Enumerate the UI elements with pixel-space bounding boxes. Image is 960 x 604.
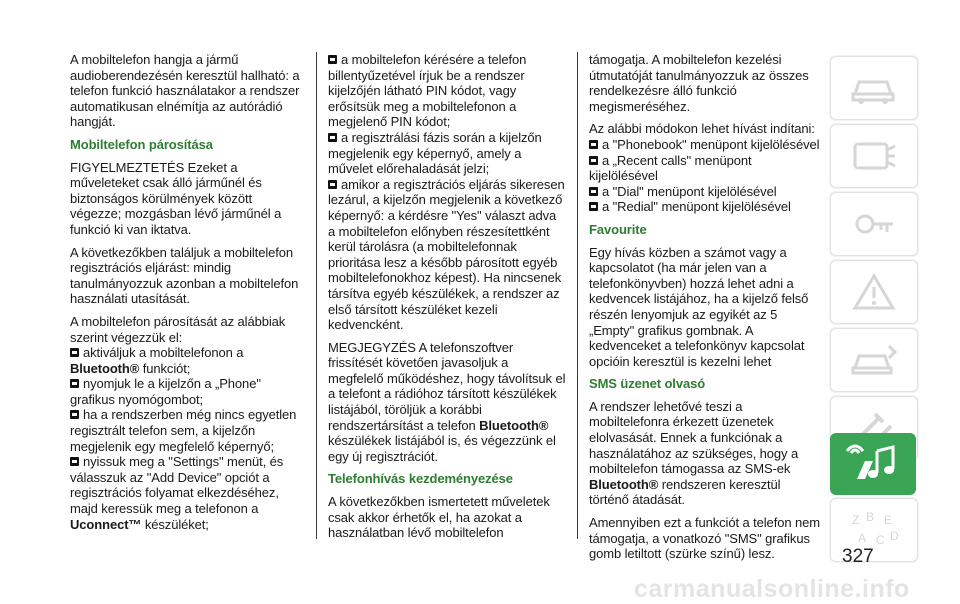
bullet-icon	[328, 55, 337, 64]
favourite-paragraph: Egy hívás közben a számot vagy a kapcsolatot (ha már jelen van a telefonkönyvben) hozzá lehet adni a kedvencek listájához, ha a kijelző felső részén lenyomjuk az egyikét az 5 „Empty" grafikus gombnak. A kedvenceket a telefonkönyv kapcsolat opcióin keresztül is kezelni lehet	[589, 244, 809, 369]
section-heading-favourite: Favourite	[589, 221, 647, 237]
pairing-intro: A mobiltelefon párosítását az alábbiak szerint végezzük el:	[70, 313, 286, 345]
tab-multimedia[interactable]	[830, 433, 916, 495]
list-item: a "Dial" menüpont kijelölésével	[589, 184, 821, 200]
svg-text:D: D	[890, 529, 899, 543]
bullet-icon	[589, 140, 598, 149]
footer-watermark: carmanualsonline.info	[634, 575, 910, 603]
car-key-icon	[849, 204, 899, 244]
bullet-icon	[589, 187, 598, 196]
multimedia-icon	[843, 439, 903, 489]
bullet-icon	[589, 202, 598, 211]
calling-paragraph: A következőkben ismertetett műveletek csak akkor érhetők el, ha azokat a használatban lévő mobiltelefon	[328, 494, 550, 541]
note-paragraph: MEGJEGYZÉS A telefonszoftver frissítését követően javasoljuk a megfelelő működéshez, hogy távolítsuk el a telefont a rádióhoz társított készülékek listájából, töröljük a korábbi rendszertársítást a telefon Bluetooth® készülékek listájából is, és végezzünk el egy új regisztrációt.	[328, 339, 566, 464]
tab-car-warning[interactable]	[830, 260, 918, 324]
bullet-icon	[70, 410, 79, 419]
bullet-icon	[328, 133, 337, 142]
car-service-icon	[849, 340, 899, 380]
list-item: aktiváljuk a mobiltelefonon a Bluetooth® funkciót;	[70, 345, 244, 376]
list-item: a "Phonebook" menüpont kijelölésével	[589, 137, 821, 153]
list-item: nyissuk meg a "Settings" menüt, és válasszuk az "Add Device" opciót a regisztrációs folyamat elkezdéséhez, majd keressük meg a telefonon a Uconnect™ készüléket;	[70, 454, 284, 532]
svg-text:Z: Z	[852, 513, 860, 527]
column-1	[70, 52, 302, 532]
list-item: amikor a regisztrációs eljárás sikeresen lezárul, a kijelzőn megjelenik a következő képernyő: a kérdésre "Yes" választ adva a mobiltelefon előnyben részesítettként kerül tárolásra (a mobiltelefonnak prioritása lesz a később párosított egyéb mobiltelefonokhoz képest). Ha nincsenek társítva egyéb készülékek, a rendszer az első társított készüléket kezeli kedvencként.	[328, 176, 565, 333]
section-heading-pairing: Mobiltelefon párosítása	[70, 136, 213, 152]
svg-text:B: B	[866, 510, 875, 524]
call-methods-intro: Az alábbi módokon lehet hívást indítani:	[589, 121, 815, 137]
list-item: a "Redial" menüpont kijelölésével	[589, 199, 821, 215]
list-item: nyomjuk le a kijelzőn a „Phone" grafikus nyomógombot;	[70, 376, 261, 407]
bullet-icon	[70, 348, 79, 357]
bullet-icon	[589, 156, 598, 165]
column-divider	[316, 52, 317, 539]
support-paragraph: támogatja. A mobiltelefon kezelési útmutatóját tanulmányozzuk az összes rendelkezésre álló funkció megismeréséhez.	[589, 52, 809, 114]
list-item: a „Recent calls" menüpont kijelölésével	[589, 152, 752, 184]
warning-paragraph: FIGYELMEZTETÉS Ezeket a műveleteket csak álló járműnél és biztonságos körülmények között végezze; mozgásban lévő járműnél a funkció ki van iktatva.	[70, 159, 282, 237]
list-item: a regisztrálási fázis során a kijelzőn megjelenik egy képernyő, amely a művelet előrehaladását jelzi;	[328, 129, 542, 177]
page-number: 327	[842, 546, 874, 567]
tab-car-info[interactable]	[830, 56, 918, 120]
car-warning-icon	[849, 272, 899, 312]
svg-text:E: E	[884, 513, 893, 527]
column-3	[589, 52, 821, 569]
column-2	[328, 52, 566, 548]
procedure-paragraph: A következőkben találjuk a mobiltelefon regisztrációs eljárást: mindig tanulmányozzuk azonban a mobiltelefon használati utasítását.	[70, 244, 299, 307]
sms-disabled-paragraph: Amennyiben ezt a funkciót a telefon nem támogatja, a vonatkozó "SMS" grafikus gomb letiltott (szürke színű) lesz.	[589, 515, 820, 562]
tab-car-key[interactable]	[830, 192, 918, 256]
bullet-icon	[70, 457, 79, 466]
intro-paragraph: A mobiltelefon hangja a jármű audioberendezésén keresztül hallható: a telefon funkció használatakor a rendszer automatikusan elnémítja az autórádió hangját.	[70, 52, 300, 130]
list-item: a mobiltelefon kérésére a telefon billentyűzetével írjuk be a rendszer kijelzőjén látható PIN kódot, vagy erősítsük meg a mobiltelefonon a megjelenő PIN kódot;	[328, 52, 527, 130]
column-divider	[577, 52, 578, 539]
bullet-icon	[70, 379, 79, 388]
section-heading-calling: Telefonhívás kezdeményezése	[328, 471, 513, 487]
list-item: ha a rendszerben még nincs egyetlen regisztrált telefon sem, a kijelzőn megjelenik egy megfelelő képernyő;	[70, 407, 297, 454]
tab-car-lights[interactable]	[830, 124, 918, 188]
car-info-icon	[849, 68, 899, 108]
section-heading-sms: SMS üzenet olvasó	[589, 376, 706, 392]
bullet-icon	[328, 180, 337, 189]
svg-text:C: C	[876, 533, 885, 547]
car-lights-icon	[849, 136, 899, 176]
sms-paragraph: A rendszer lehetővé teszi a mobiltelefonra érkezett üzenetek elolvasását. Ennek a funkciónak a használatához az szükséges, hogy a mobiltelefon támogassa az SMS-ek Bluetooth® rendszeren keresztül történő átadását.	[589, 398, 799, 508]
svg-text:A: A	[858, 531, 867, 545]
tab-car-service[interactable]	[830, 328, 918, 392]
